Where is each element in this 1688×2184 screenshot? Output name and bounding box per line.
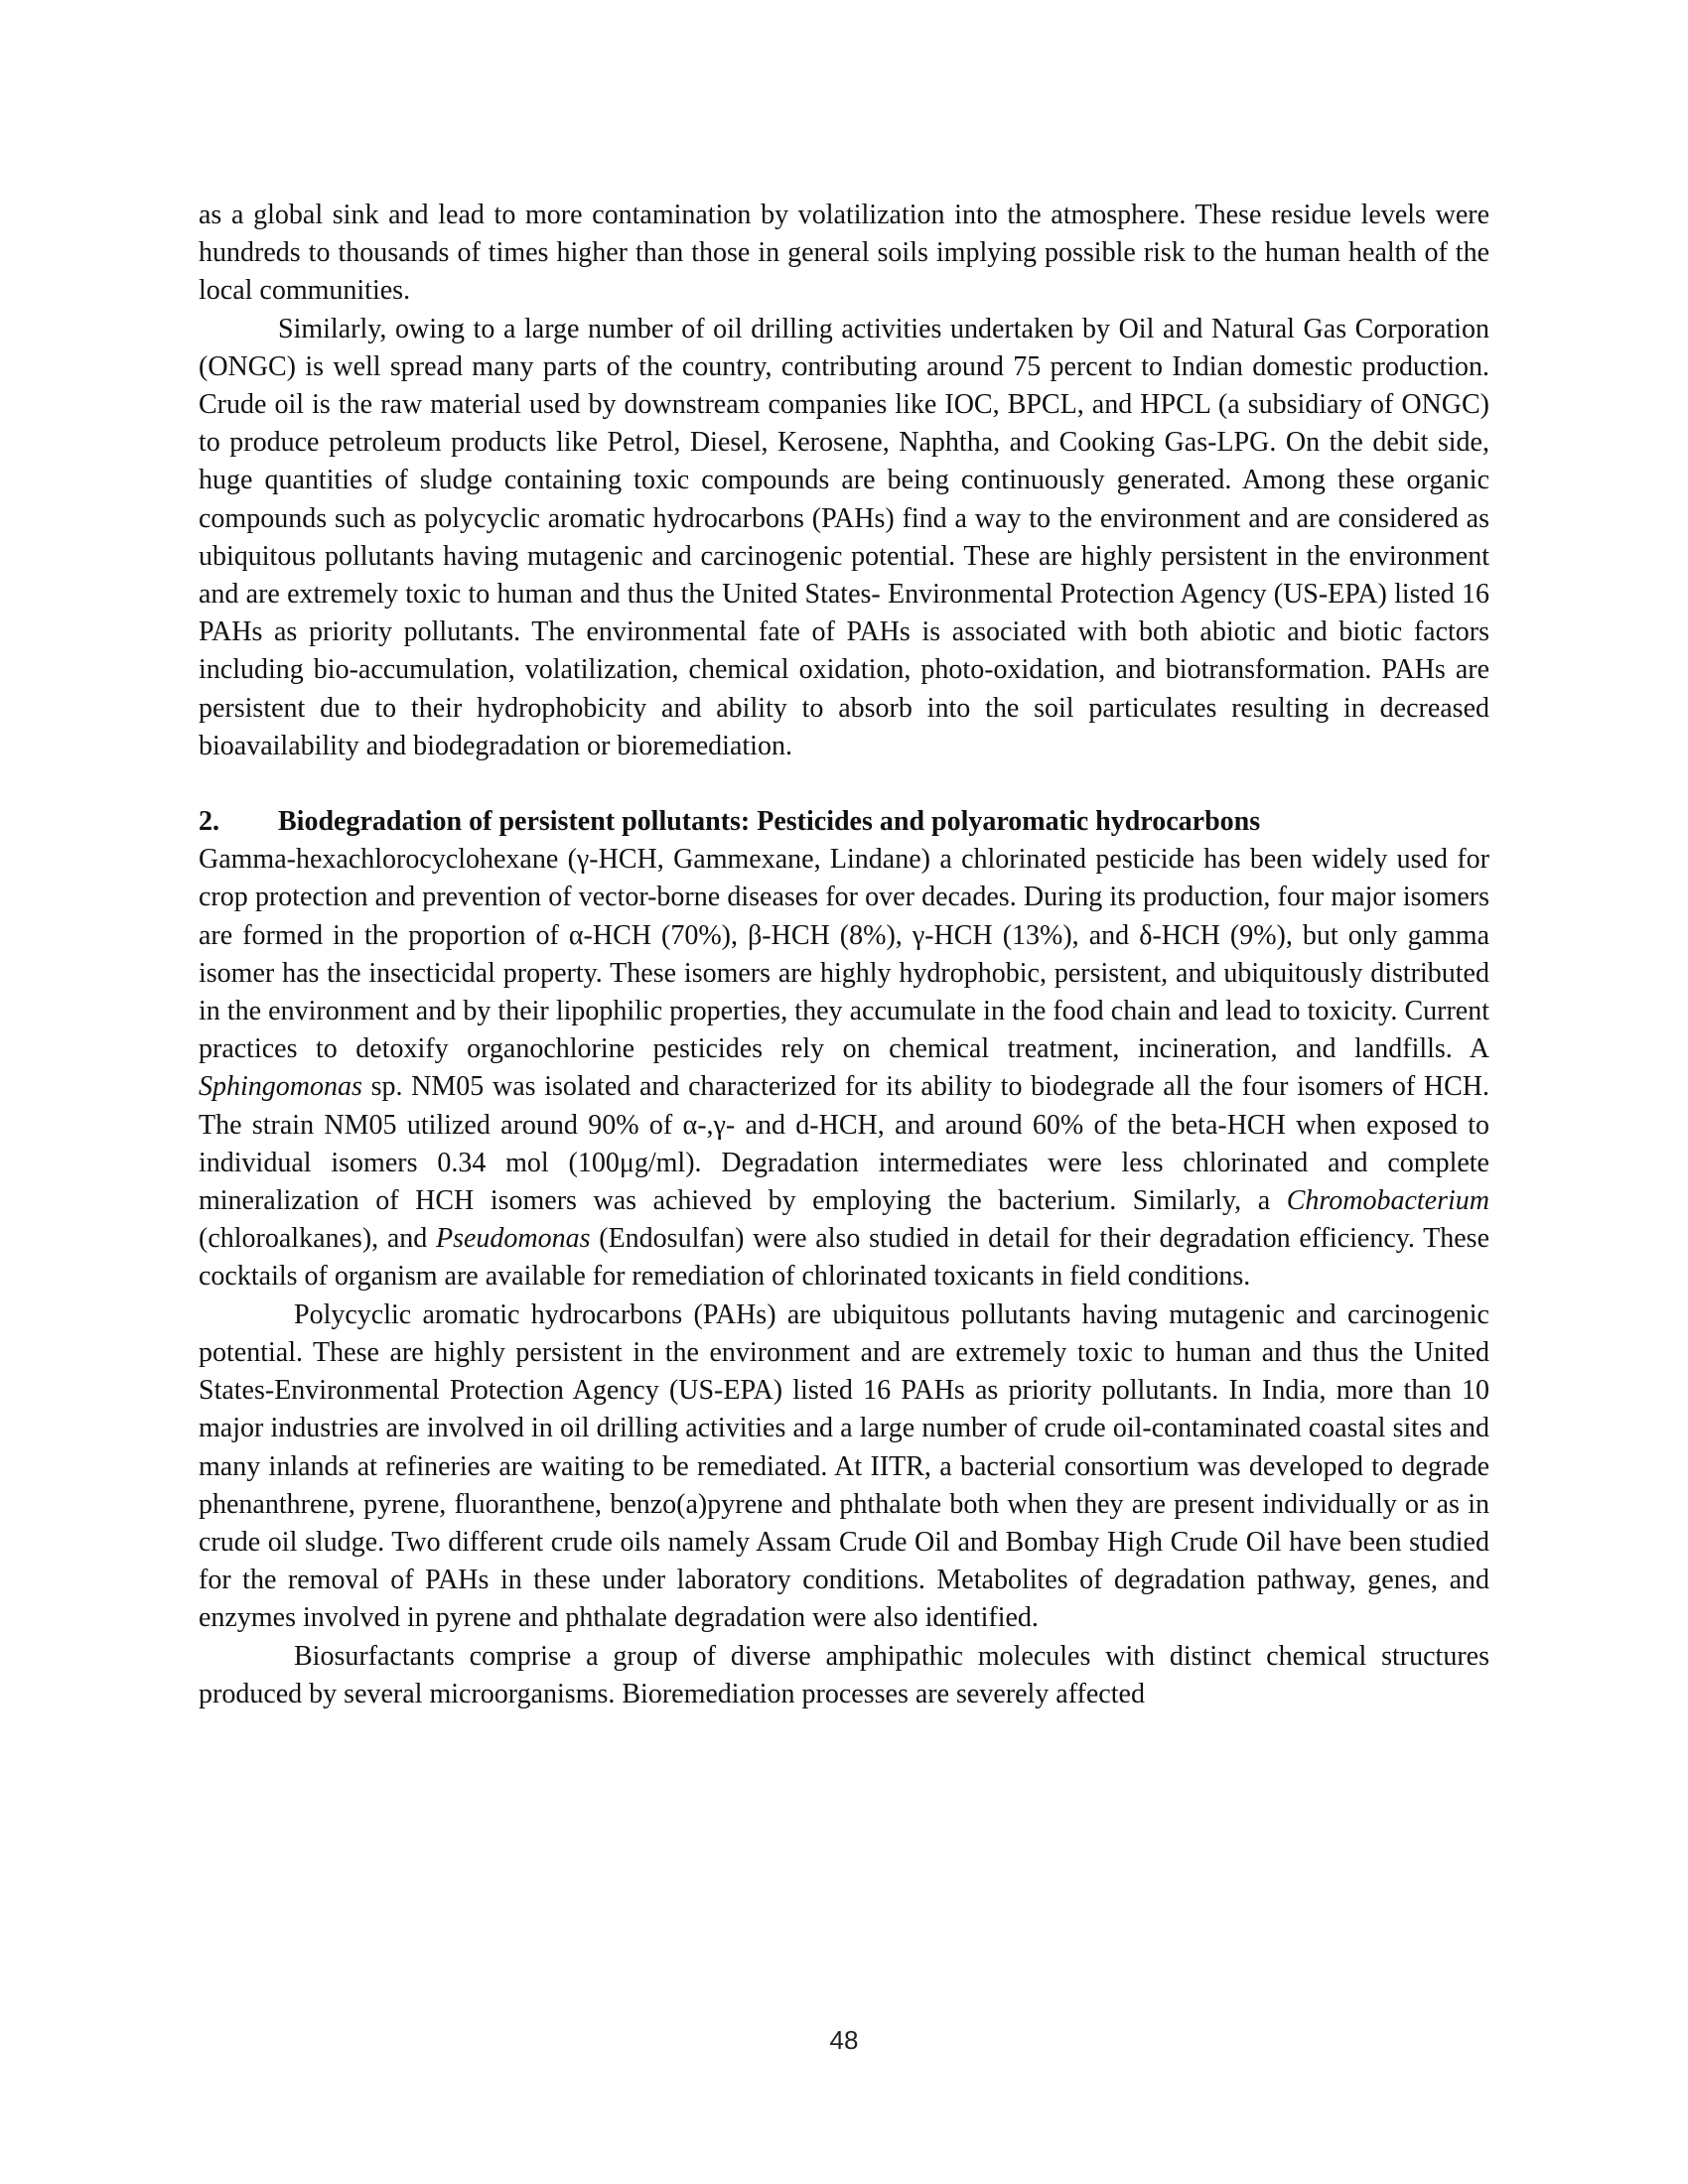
species-chromobacterium: Chromobacterium [1286, 1185, 1489, 1217]
paragraph-pah-remediation: Polycyclic aromatic hydrocarbons (PAHs) are ubiquitous pollutants having mutagenic and carcinogenic potential. These are highly persistent in the environment and are extremely toxic to human and thus the United States-Environmental Protection Agency (US-EPA) listed 16 PAHs as priority pollutants. In India, more than 10 major industries are involved in oil drilling activities and a large number of crude oil-contaminated coastal sites and many inlands at refineries are waiting to be remediated. At IITR, a bacterial consortium was developed to degrade phenanthrene, pyrene, fluoranthene, benzo(a)pyrene and phthalate both when they are present individually or as in crude oil sludge. Two different crude oils namely Assam Crude Oil and Bombay High Crude Oil have been studied for the removal of PAHs in these under laboratory conditions. Metabolites of degradation pathway, genes, and enzymes involved in pyrene and phthalate degradation were also identified. [199, 1298, 1489, 1634]
hch-text-2: sp. NM05 was isolated and characterized for its ability to biodegrade all the four isomers of HCH. The strain NM05 utilized around 90% of α-,γ- and d-HCH, and around 60% of the beta-HCH when exposed to individual isomers 0.34 mol (100μg/ml). Degradation intermediates were less chlorinated and complete mineralization of HCH isomers was achieved by employing the bacterium. Similarly, a [199, 1071, 1489, 1217]
paragraph-biosurfactants: Biosurfactants comprise a group of diverse amphipathic molecules with distinct chemical structures produced by several microorganisms. Bioremediation processes are severely affected [199, 1640, 1489, 1709]
species-pseudomonas: Pseudomonas [436, 1223, 591, 1255]
hch-text-3: (chloroalkanes), and [199, 1223, 436, 1255]
section-title: Biodegradation of persistent pollutants: Pesticides and polyaromatic hydrocarbons [278, 806, 1261, 838]
section-heading [199, 803, 1489, 841]
page-body [199, 197, 1489, 1713]
page-number: 48 [829, 2025, 859, 2055]
hch-text-1: Gamma-hexachlorocyclohexane (γ-HCH, Gammexane, Lindane) a chlorinated pesticide has been widely used for crop protection and prevention of vector-borne diseases for over decades. During its production, four major isomers are formed in the proportion of α-HCH (70%), β-HCH (8%), γ-HCH (13%), and δ-HCH (9%), but only gamma isomer has the insecticidal property. These isomers are highly hydrophobic, persistent, and ubiquitously distributed in the environment and by their lipophilic properties, they accumulate in the food chain and lead to toxicity. Current practices to detoxify organochlorine pesticides rely on chemical treatment, incineration, and landfills. A [199, 844, 1489, 1065]
paragraph-oil-drilling: Similarly, owing to a large number of oil drilling activities undertaken by Oil and Natural Gas Corporation (ONGC) is well spread many parts of the country, contributing around 75 percent to Indian domestic production. Crude oil is the raw material used by downstream companies like IOC, BPCL, and HPCL (a subsidiary of ONGC) to produce petroleum products like Petrol, Diesel, Kerosene, Naphtha, and Cooking Gas-LPG. On the debit side, huge quantities of sludge containing toxic compounds are being continuously generated. Among these organic compounds such as polycyclic aromatic hydrocarbons (PAHs) find a way to the environment and are considered as ubiquitous pollutants having mutagenic and carcinogenic potential. These are highly persistent in the environment and are extremely toxic to human and thus the United States- Environmental Protection Agency (US-EPA) listed 16 PAHs as priority pollutants. The environmental fate of PAHs is associated with both abiotic and biotic factors including bio-accumulation, volatilization, chemical oxidation, photo-oxidation, and biotransformation. PAHs are persistent due to their hydrophobicity and ability to absorb into the soil particulates resulting in decreased bioavailability and biodegradation or bioremediation. [199, 313, 1489, 761]
hch-text-4: (Endosulfan) were also studied in detail for their degradation efficiency. These cocktails of organism are available for remediation of chlorinated toxicants in field conditions. [199, 1223, 1489, 1293]
paragraph-sink-contamination: as a global sink and lead to more contamination by volatilization into the atmosphere. These residue levels were hundreds to thousands of times higher than those in general soils implying possible risk to the human health of the local communities. [199, 200, 1489, 307]
paragraph-hch-biodegradation [199, 841, 1489, 1296]
species-sphingomonas: Sphingomonas [199, 1071, 362, 1103]
section-number: 2. [199, 806, 219, 838]
